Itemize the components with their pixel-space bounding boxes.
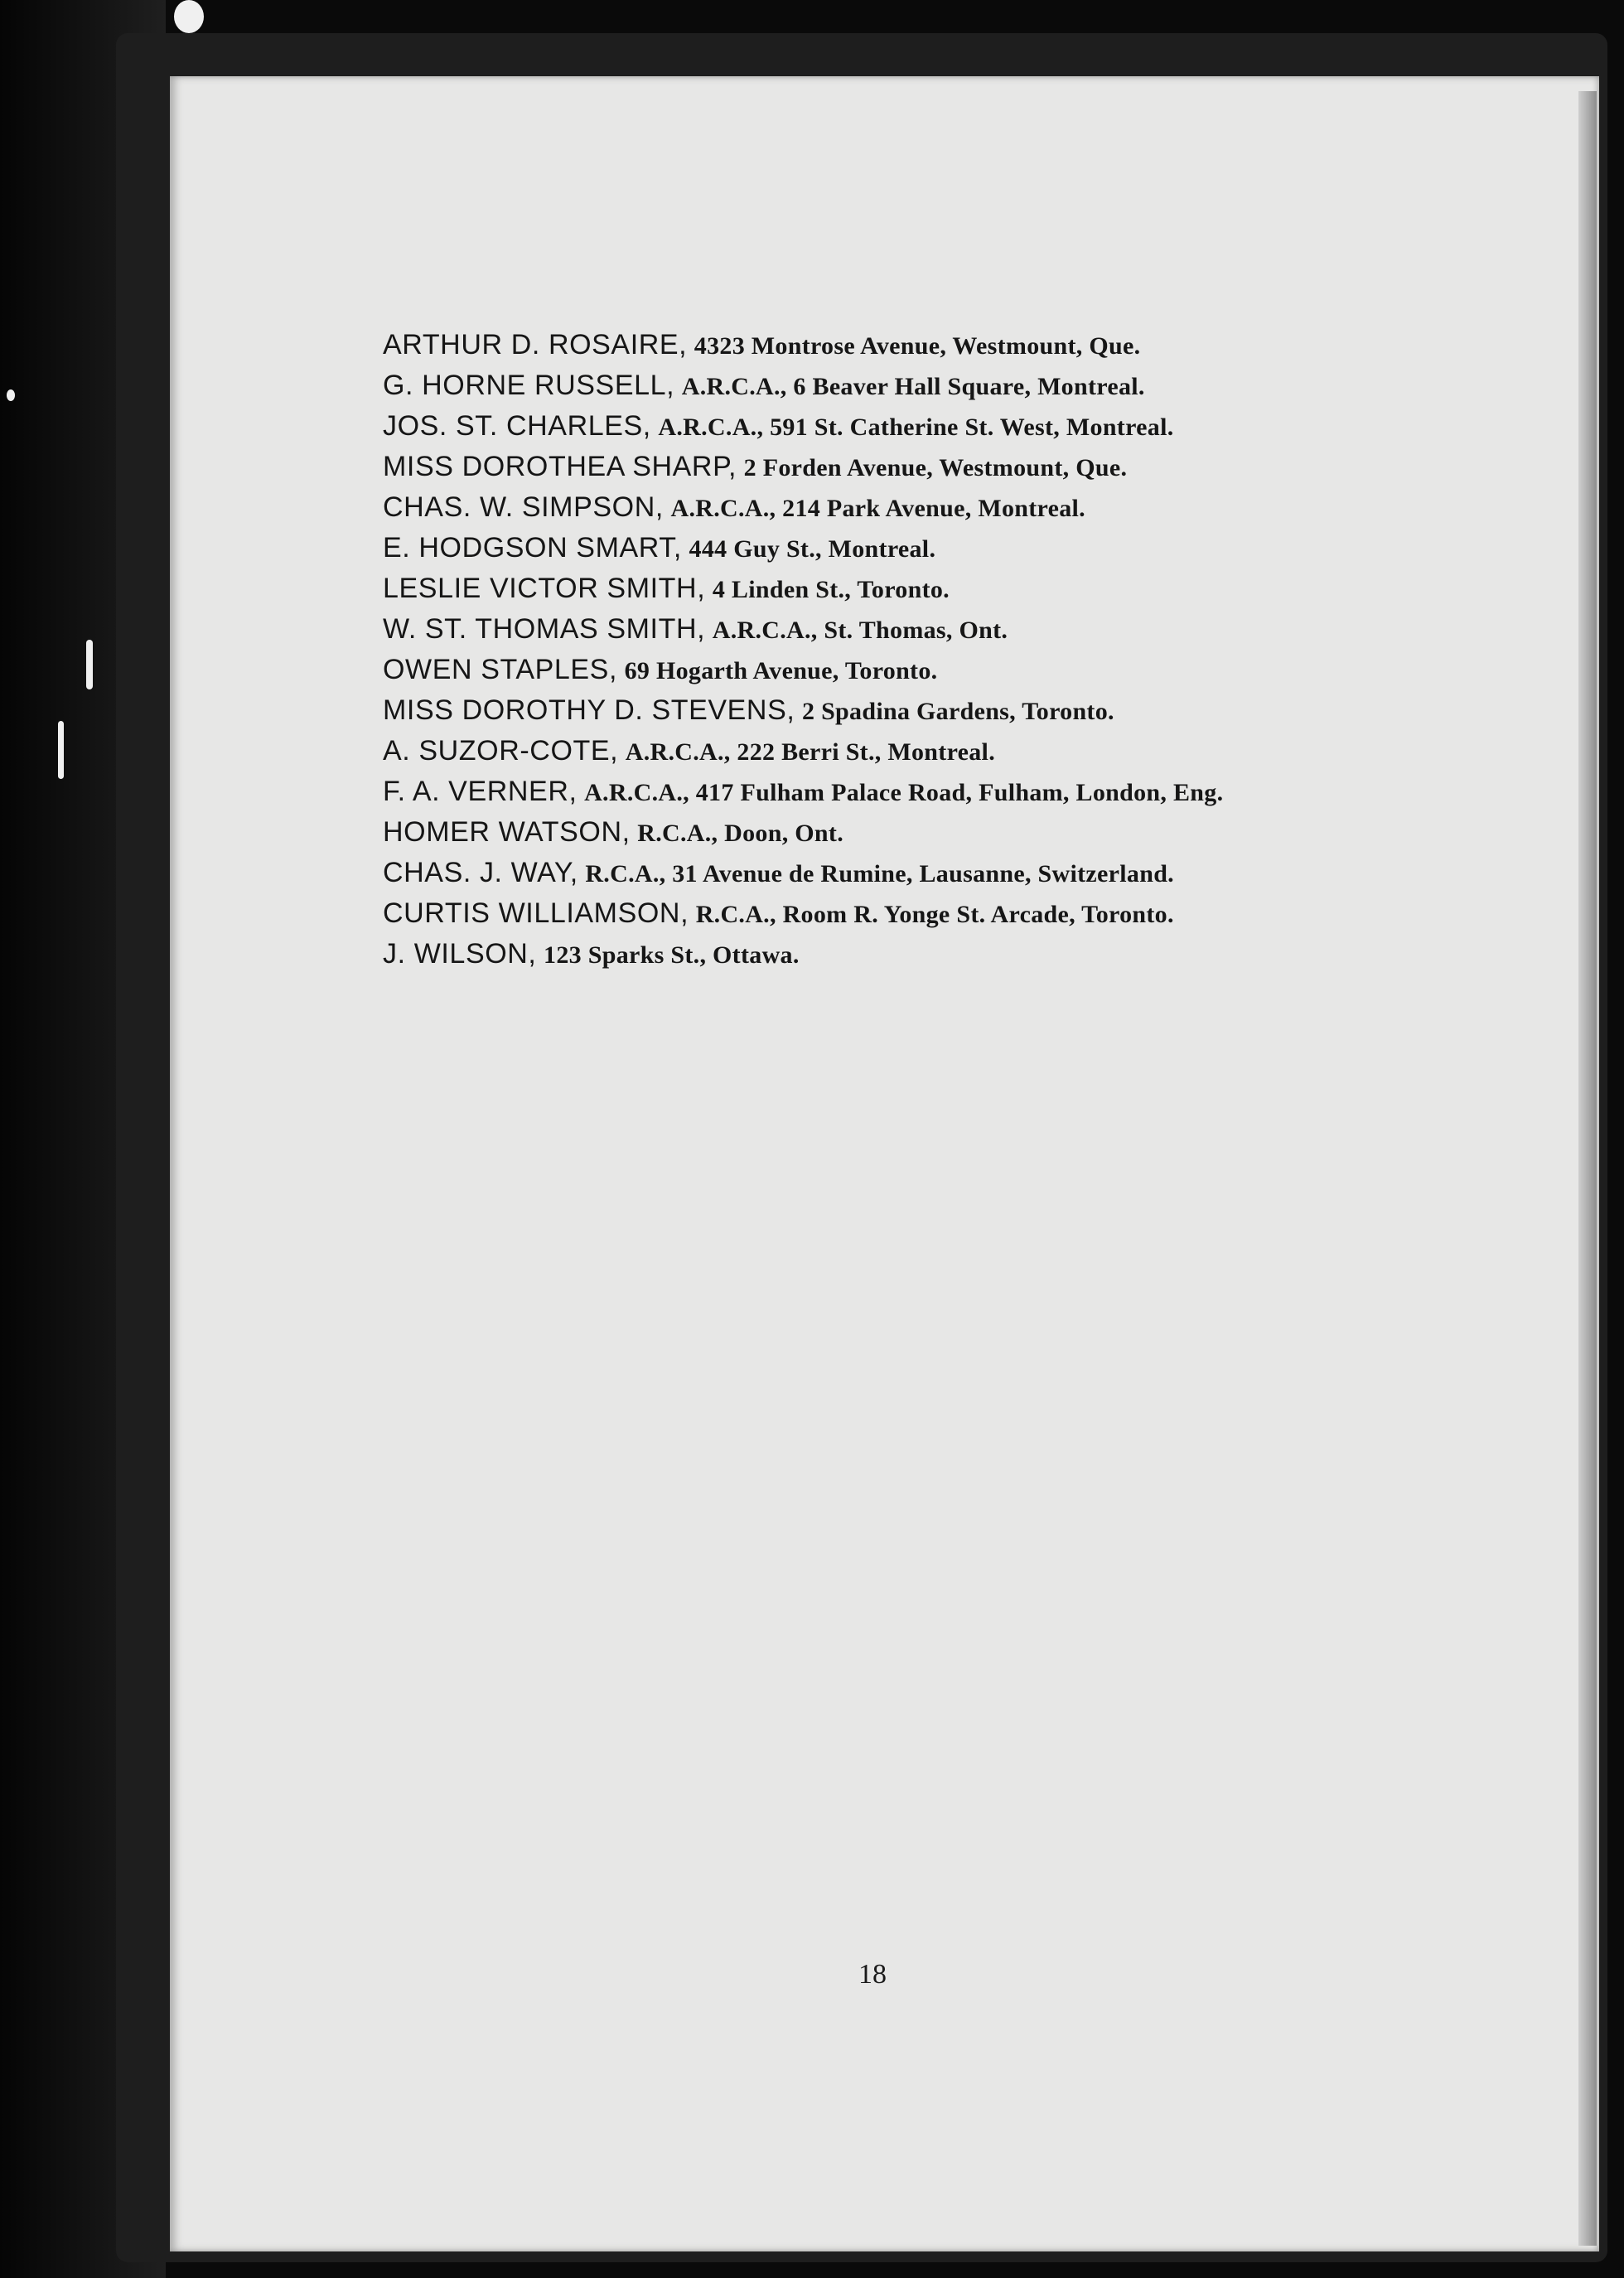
member-name: J. WILSON, (383, 938, 537, 970)
directory-entry (383, 487, 1460, 528)
scan-speck (58, 721, 64, 779)
directory-entry (383, 812, 1460, 853)
directory-entry (383, 690, 1460, 731)
member-name: MISS DOROTHY D. STEVENS, (383, 694, 795, 726)
member-address: 4323 Montrose Avenue, Westmount, Que. (694, 332, 1141, 360)
member-address: A.R.C.A., 591 St. Catherine St. West, Montreal. (658, 414, 1174, 441)
directory-entry (383, 447, 1460, 487)
scan-speck (86, 640, 93, 689)
member-name: HOMER WATSON, (383, 816, 631, 848)
member-name: CHAS. J. WAY, (383, 857, 578, 888)
member-address: 2 Spadina Gardens, Toronto. (801, 698, 1114, 725)
member-address: A.R.C.A., 214 Park Avenue, Montreal. (670, 495, 1085, 522)
member-address: A.R.C.A., 417 Fulham Palace Road, Fulham, London, Eng. (584, 779, 1224, 806)
member-name: CURTIS WILLIAMSON, (383, 897, 689, 929)
directory-entry (383, 609, 1460, 650)
member-name: ARTHUR D. ROSAIRE, (383, 329, 688, 360)
member-name: LESLIE VICTOR SMITH, (383, 573, 706, 604)
member-address: 69 Hogarth Avenue, Toronto. (624, 657, 938, 684)
member-name: OWEN STAPLES, (383, 654, 618, 685)
directory-entry (383, 365, 1460, 406)
member-address: 2 Forden Avenue, Westmount, Que. (743, 454, 1128, 481)
member-address: R.C.A., Room R. Yonge St. Arcade, Toronto. (695, 901, 1174, 928)
directory-entry (383, 771, 1460, 812)
directory-entry (383, 934, 1460, 975)
member-address: A.R.C.A., 6 Beaver Hall Square, Montreal. (681, 373, 1145, 400)
member-name: E. HODGSON SMART, (383, 532, 682, 563)
directory-entry (383, 325, 1460, 365)
scan-speck (174, 0, 204, 33)
member-name: JOS. ST. CHARLES, (383, 410, 651, 442)
directory-entry (383, 893, 1460, 934)
member-address: A.R.C.A., St. Thomas, Ont. (712, 617, 1008, 644)
directory-entry (383, 406, 1460, 447)
member-name: G. HORNE RUSSELL, (383, 370, 675, 401)
member-directory-list (383, 325, 1460, 975)
page-number: 18 (858, 1959, 887, 1990)
directory-entry (383, 731, 1460, 771)
member-address: R.C.A., 31 Avenue de Rumine, Lausanne, Switzerland. (585, 860, 1174, 888)
page-gutter (1578, 91, 1597, 2246)
directory-entry (383, 650, 1460, 690)
member-address: 4 Linden St., Toronto. (712, 576, 950, 603)
directory-entry (383, 568, 1460, 609)
member-name: F. A. VERNER, (383, 776, 578, 807)
member-address: A.R.C.A., 222 Berri St., Montreal. (625, 738, 995, 766)
member-name: MISS DOROTHEA SHARP, (383, 451, 737, 482)
member-name: A. SUZOR-COTE, (383, 735, 619, 767)
member-address: 123 Sparks St., Ottawa. (544, 941, 800, 969)
member-name: CHAS. W. SIMPSON, (383, 491, 664, 523)
member-name: W. ST. THOMAS SMITH, (383, 613, 706, 645)
scan-speck (7, 389, 15, 401)
member-address: 444 Guy St., Montreal. (689, 535, 936, 563)
directory-entry (383, 528, 1460, 568)
member-address: R.C.A., Doon, Ont. (637, 820, 844, 847)
directory-entry (383, 853, 1460, 893)
